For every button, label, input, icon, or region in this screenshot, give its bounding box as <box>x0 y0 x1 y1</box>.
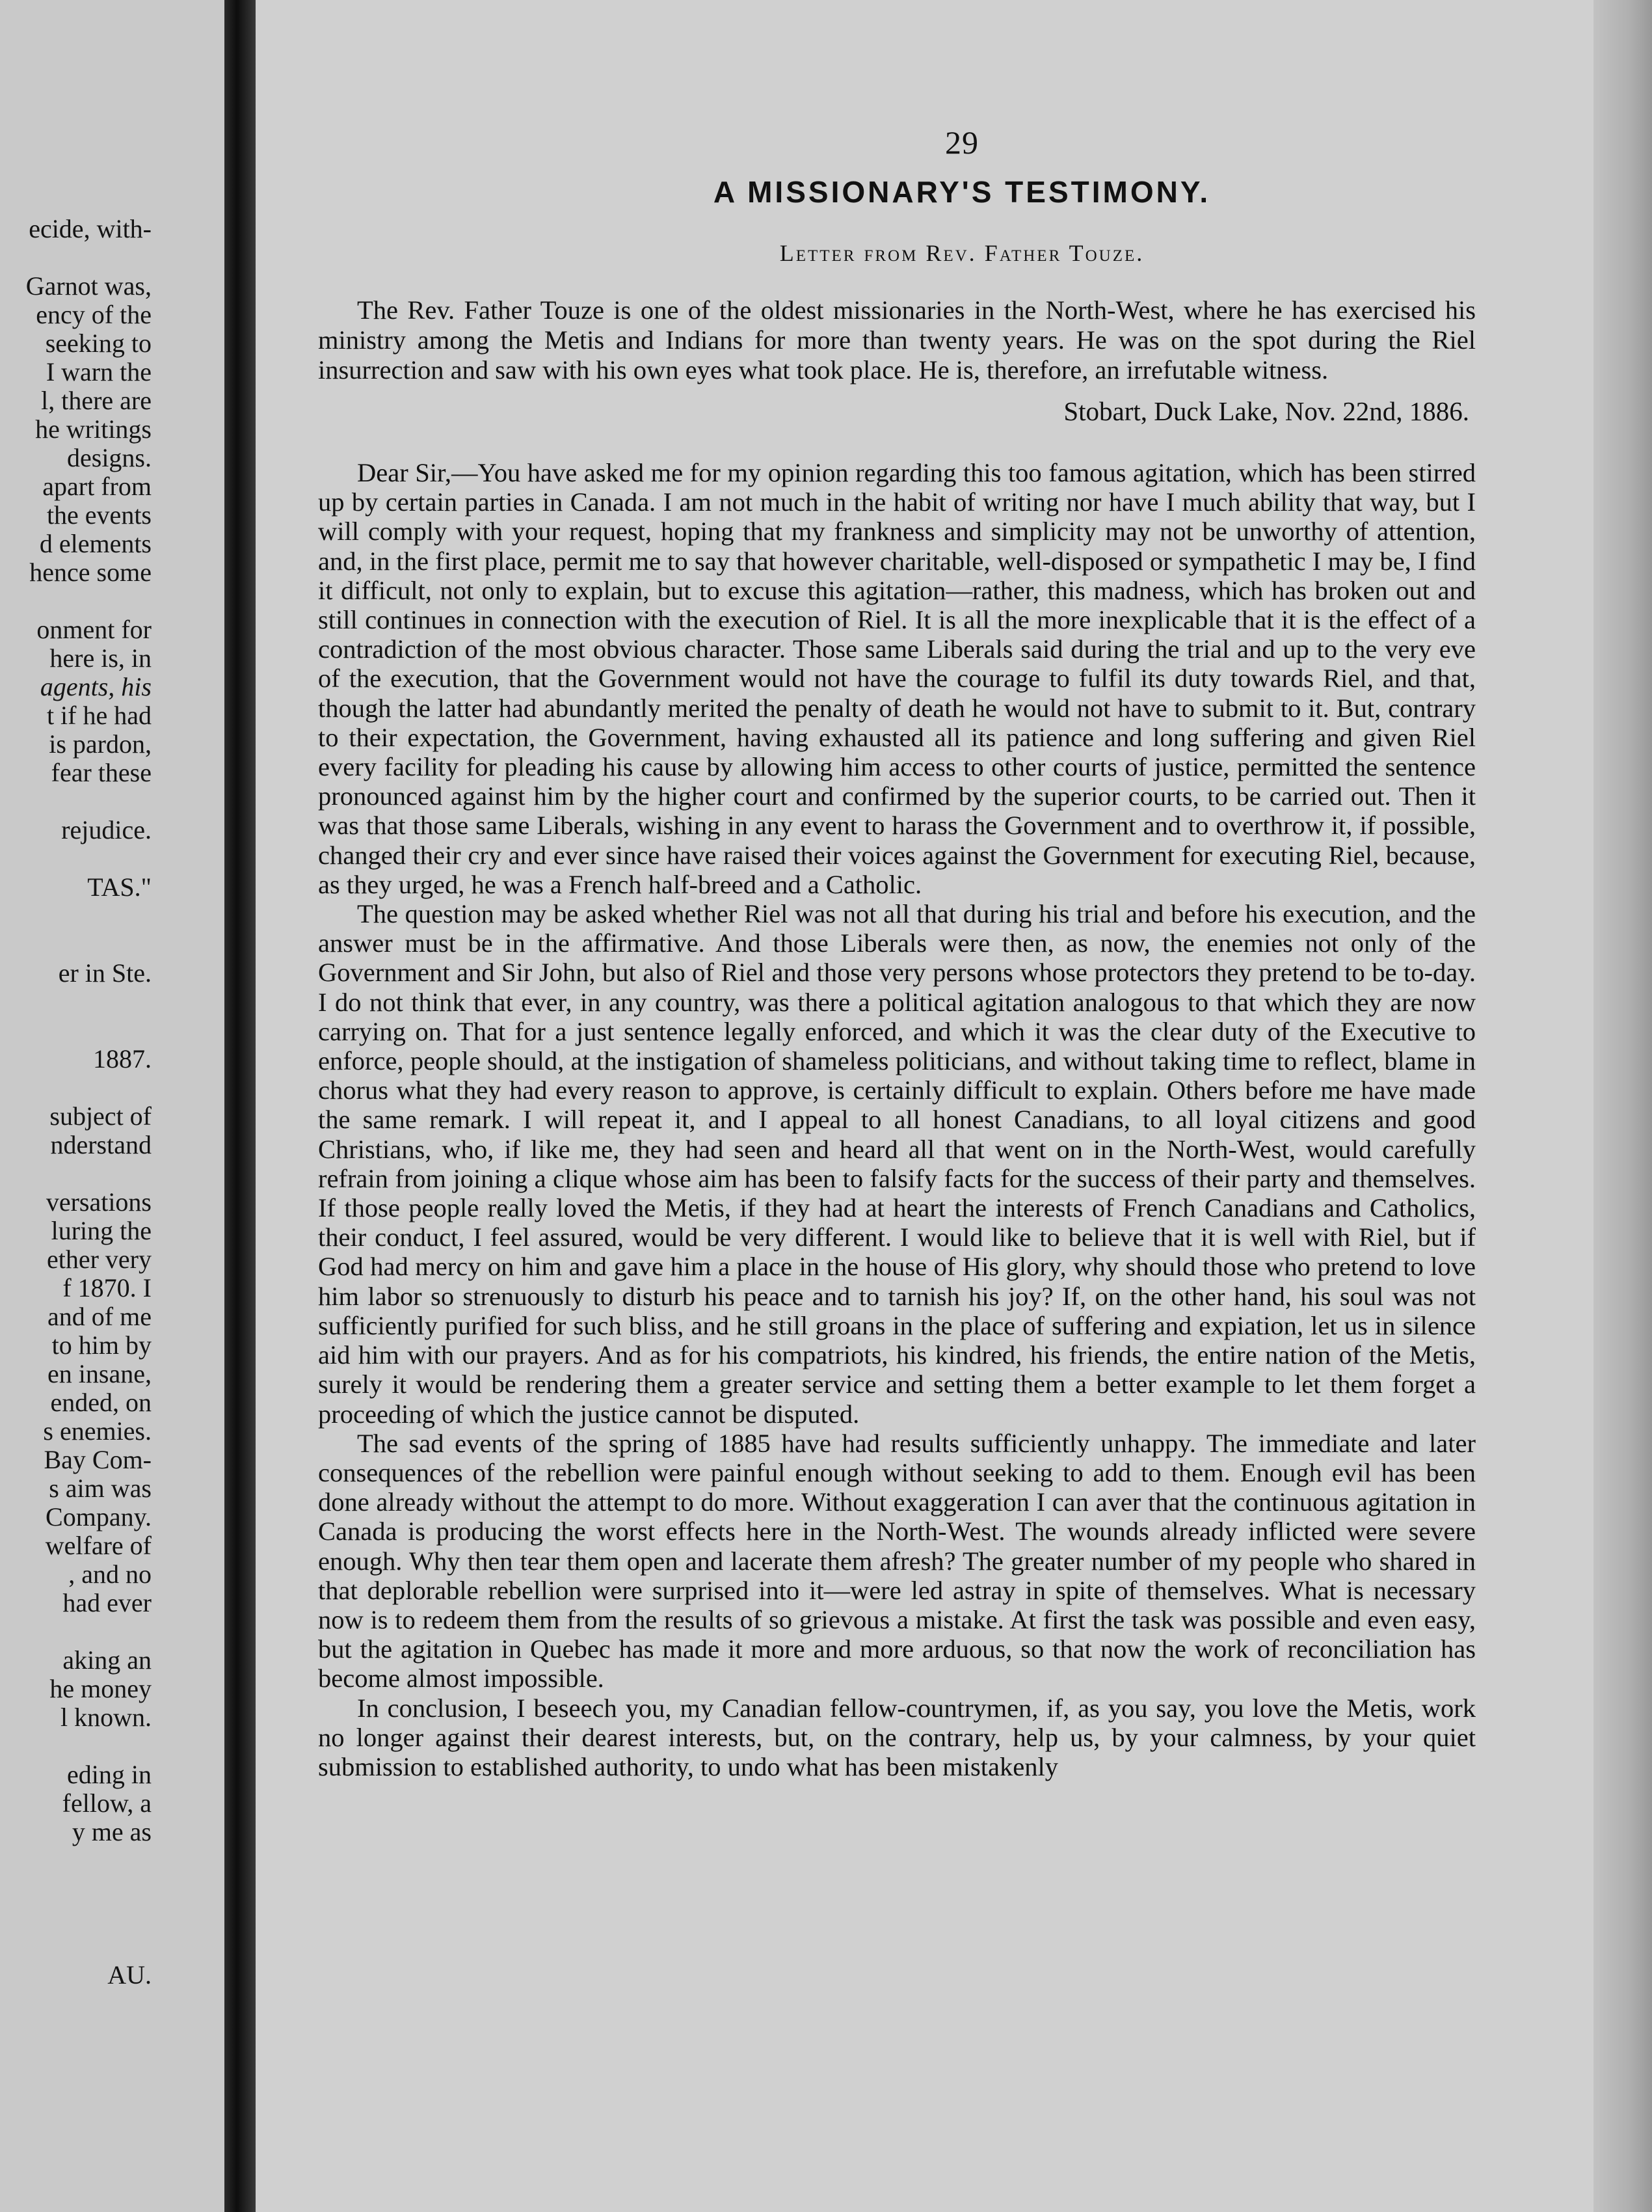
previous-page-line <box>0 1617 152 1646</box>
previous-page-line: ecide, with- <box>29 214 152 243</box>
previous-page-line <box>0 930 152 959</box>
previous-page-line <box>0 1016 152 1045</box>
article-title: A MISSIONARY'S TESTIMONY. <box>713 175 1211 209</box>
previous-page-line <box>0 902 152 930</box>
previous-page-line: 1887. <box>93 1044 152 1073</box>
previous-page-line <box>0 844 152 873</box>
previous-page-line: aking an <box>62 1645 152 1675</box>
previous-page-line: s aim was <box>49 1474 152 1503</box>
page-content <box>318 124 1476 1781</box>
previous-page-line <box>0 587 152 615</box>
previous-page-line: rejudice. <box>61 815 152 844</box>
previous-page-text <box>0 215 152 1989</box>
previous-page-line <box>0 1932 152 1961</box>
previous-page-line: here is, in <box>49 643 152 673</box>
previous-page-line: I warn the <box>46 357 152 386</box>
letter-paragraph: The sad events of the spring of 1885 have had results sufficiently unhappy. The immediate and later consequences of the rebellion were painful enough without seeking to add to them. Enough evil has been done already without the attempt to do more. Without exaggeration I can aver that the continuous agitation in Canada is producing the worst effects here in the North-West. The wounds already inflicted were severe enough. Why then tear them open and lacerate them afresh? The greater number of my people who shared in that deplorable rebellion were surprised into it—were led astray in spite of themselves. What is necessary now is to redeem them from the results of so grievous a mistake. At first the task was possible and even easy, but the agitation in Quebec has made it more and more arduous, so that now the work of reconciliation has become almost impossible. <box>318 1428 1476 1693</box>
previous-page-line: y me as <box>72 1817 152 1846</box>
previous-page-line: l known. <box>60 1703 152 1732</box>
letter-paragraph: Dear Sir,—You have asked me for my opinion regarding this too famous agitation, which has been stirred up by certain parties in Canada. I am not much in the habit of writing nor have I much ability that way, but I will comply with your request, hoping that my frankness and simplicity may not be unworthy of attention, and, in the first place, permit me to say that however charitable, well-disposed or sympathetic I may be, I find it difficult, not only to explain, but to excuse this agitation—rather, this madness, which has broken out and still continues in connection with the execution of Riel. It is all the more inexplicable that it is the effect of a contradiction of the most obvious character. Those same Liberals said during the trial and up to the very eve of the execution, that the Government would not have the courage to fulfil its duty towards Riel, and that, though the latter had abundantly merited the penalty of death he would not have to submit to it. But, contrary to their expectation, the Government, having exhausted all its patience and long suffering and given Riel every facility for pleading his cause by allowing him access to other courts of justice, permitted the sentence pronounced against him by the higher court and confirmed by the superior courts, to be carried out. Then it was that those same Liberals, wishing in any event to harass the Government and to overthrow it, if possible, changed their cry and ever since have raised their voices against the Government for executing Riel, because, as they urged, he was a French half-breed and a Catholic. <box>318 458 1476 899</box>
previous-page-line: Garnot was, <box>25 271 152 301</box>
previous-page-line <box>0 1904 152 1932</box>
previous-page-edge <box>0 0 224 2212</box>
previous-page-line: had ever <box>62 1588 152 1617</box>
previous-page-line: eding in <box>67 1760 152 1789</box>
previous-page-line: designs. <box>67 443 152 472</box>
previous-page-line: onment for <box>36 615 152 644</box>
letter-dateline: Stobart, Duck Lake, Nov. 22nd, 1886. <box>1063 396 1469 426</box>
letter-paragraph: In conclusion, I beseech you, my Canadian fellow-countrymen, if, as you say, you love the Metis, work no longer against their dearest interests, but, on the contrary, help us, by your calmness, by your quiet submission to established authority, to undo what has been mistakenly <box>318 1693 1476 1781</box>
previous-page-line <box>0 1732 152 1760</box>
previous-page-line: , and no <box>68 1559 152 1589</box>
letter-body <box>318 458 1476 1781</box>
previous-page-line: er in Ste. <box>58 958 152 988</box>
previous-page-line <box>0 1159 152 1188</box>
previous-page-line: luring the <box>51 1216 152 1245</box>
previous-page-line: ended, on <box>50 1388 152 1417</box>
previous-page-line: nderstand <box>50 1130 152 1159</box>
previous-page-line <box>0 1846 152 1875</box>
previous-page-line <box>0 988 152 1016</box>
previous-page-line: to him by <box>51 1330 152 1360</box>
previous-page-line: t if he had <box>46 701 152 730</box>
previous-page-line <box>0 1875 152 1904</box>
previous-page-line: he writings <box>35 414 152 444</box>
previous-page-line: Company. <box>46 1502 152 1531</box>
previous-page-line: d elements <box>39 529 152 558</box>
intro-paragraph: The Rev. Father Touze is one of the oldest missionaries in the North-West, where he has exercised his ministry among the Metis and Indians for more than twenty years. He was on the spot during the Riel insurrection and saw with his own eyes what took place. He is, therefore, an irrefutable witness. <box>318 295 1476 384</box>
page-number: 29 <box>945 124 979 161</box>
book-gutter <box>224 0 256 2212</box>
previous-page-line: apart from <box>42 472 152 501</box>
previous-page-line: Bay Com- <box>44 1445 152 1474</box>
article-subtitle: Letter from Rev. Father Touze. <box>779 240 1145 266</box>
previous-page-line <box>0 243 152 272</box>
previous-page-line: f 1870. I <box>62 1273 152 1302</box>
previous-page-line: subject of <box>49 1101 152 1131</box>
main-page <box>256 0 1652 2212</box>
previous-page-line <box>0 1073 152 1102</box>
previous-page-line: ency of the <box>36 300 152 329</box>
previous-page-line: is pardon, <box>49 729 152 759</box>
previous-page-line: fellow, a <box>62 1788 152 1818</box>
previous-page-line: AU. <box>107 1960 152 1989</box>
previous-page-line: welfare of <box>45 1531 152 1560</box>
previous-page-line: l, there are <box>41 386 152 415</box>
previous-page-line: and of me <box>47 1302 152 1331</box>
letter-paragraph: The question may be asked whether Riel was not all that during his trial and before his execution, and the answer must be in the affirmative. And those Liberals were then, as now, the enemies not only of the Government and Sir John, but also of Riel and those very persons whose protectors they pretend to be to-day. I do not think that ever, in any country, was there a political agitation analogous to that which they are now carrying on. That for a just sentence legally enforced, and which it was the clear duty of the Executive to enforce, people should, at the instigation of shameless politicians, and without taking time to reflect, blame in chorus what they had every reason to approve, is certainly difficult to explain. Others before me have made the same remark. I will repeat it, and I appeal to all honest Canadians, to all loyal citizens and good Christians, who, if like me, they had seen and heard all that went on in the North-West, would carefully refrain from joining a clique whose aim has been to falsify facts for the success of their party and themselves. If those people really loved the Metis, if they had at heart the interests of French Canadians and Catholics, their conduct, I feel assured, would be very different. I would like to believe that it is well with Riel, but if God had mercy on him and gave him a place in the house of His glory, why should those who pretend to love him labor so strenuously to disturb his peace and to tarnish his joy? If, on the other hand, his soul was not sufficiently purified for such bliss, and he still groans in the place of suffering and expiation, let us in silence aid him with our prayers. And as for his compatriots, his kindred, his friends, the entire nation of the Metis, surely it would be rendering them a greater service and setting them a better example to let them forget a proceeding of which the justice cannot be disputed. <box>318 899 1476 1429</box>
previous-page-line: versations <box>46 1187 152 1217</box>
previous-page-line: seeking to <box>45 329 152 358</box>
previous-page-line: he money <box>49 1674 152 1703</box>
previous-page-line: ether very <box>46 1245 152 1274</box>
previous-page-line <box>0 787 152 816</box>
previous-page-line: agents, his <box>40 672 152 701</box>
previous-page-line: fear these <box>51 758 152 787</box>
previous-page-line: TAS." <box>87 872 152 902</box>
previous-page-line: en insane, <box>47 1359 152 1388</box>
previous-page-line: s enemies. <box>43 1416 152 1446</box>
page-right-edge <box>1593 0 1652 2212</box>
previous-page-line: the events <box>46 500 152 530</box>
previous-page-line: hence some <box>29 558 152 587</box>
